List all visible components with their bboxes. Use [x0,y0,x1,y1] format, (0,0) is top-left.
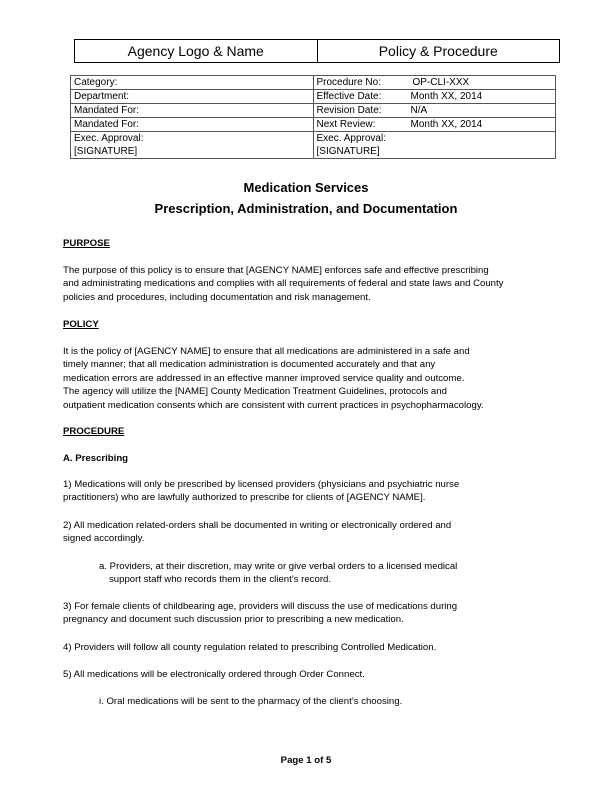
text-line: timely manner; that all medication administration is documented accurately and that any [63,359,436,371]
procedure-item-2 [63,519,553,546]
text-line: 3) For female clients of childbearing age, providers will discuss the use of medications during [63,601,458,612]
next-review-cell [313,118,556,132]
header-policy-procedure: Policy & Procedure [317,40,560,62]
mandated-for-cell [71,104,314,118]
department-cell [71,90,314,104]
purpose-heading: PURPOSE [63,238,110,249]
procedure-no-value: OP-CLI-XXX [412,77,470,88]
text-line: policies and procedures, including documentation and risk management. [63,291,371,303]
text-line: signed accordingly. [63,533,145,545]
text-line: The agency will utilize the [NAME] County Medication Treatment Guidelines, protocols and [63,386,447,398]
text-line: practitioners) who are lawfully authorized to prescribe for clients of [AGENCY NAME]. [63,492,426,504]
revision-date-value: N/A [410,105,428,116]
document-subtitle: Prescription, Administration, and Documentation [154,201,458,216]
table-row [71,90,556,104]
revision-date-label: Revision Date: [316,105,382,116]
category-cell [71,76,314,90]
prescribing-subheading: A. Prescribing [63,453,129,464]
text-line: outpatient medication consents which are consistent with current practices in psychopharmacology. [63,399,484,411]
purpose-paragraph [63,264,553,304]
procedure-item-3 [63,600,553,627]
mandated-for-label: Mandated For: [74,119,140,130]
policy-heading: POLICY [63,319,99,330]
mandated-for-cell [71,118,314,132]
metadata-table [70,75,556,159]
exec-approval-left-cell [71,132,314,159]
table-row [71,132,556,159]
policy-paragraph [63,345,553,412]
text-line: It is the policy of [AGENCY NAME] to ensure that all medications are administered in a safe and [63,346,470,357]
signature-placeholder: [SIGNATURE] [316,146,380,157]
procedure-item-5: 5) All medications will be electronically ordered through Order Connect. [63,669,365,680]
exec-approval-label: Exec. Approval: [74,133,144,144]
procedure-item-1 [63,478,553,505]
page-number: Page 1 of 5 [280,755,332,766]
effective-date-value: Month XX, 2014 [410,91,483,102]
exec-approval-label: Exec. Approval: [316,133,386,144]
table-row [71,104,556,118]
procedure-item-4: 4) Providers will follow all county regulation related to prescribing Controlled Medication. [63,642,437,653]
document-title: Medication Services [243,180,369,195]
procedure-item-5i: i. Oral medications will be sent to the pharmacy of the client’s choosing. [99,696,403,707]
header-table [74,39,560,63]
next-review-label: Next Review: [316,119,376,130]
text-line: and administrating medications and complies with all requirements of federal and state laws and County [63,278,504,290]
text-line: support staff who records them in the client’s record. [109,574,332,586]
procedure-no-label: Procedure No: [316,77,381,88]
effective-date-label: Effective Date: [316,91,382,102]
text-line: 1) Medications will only be prescribed by licensed providers (physicians and psychiatric nurse [63,479,460,490]
procedure-item-2a [99,560,519,587]
table-row [71,76,556,90]
procedure-heading: PROCEDURE [63,426,125,437]
revision-date-cell [313,104,556,118]
effective-date-cell [313,90,556,104]
table-row [71,118,556,132]
text-line: 2) All medication related-orders shall be documented in writing or electronically ordered and [63,520,452,531]
mandated-for-label: Mandated For: [74,105,140,116]
department-label: Department: [74,91,130,102]
text-line: a. Providers, at their discretion, may write or give verbal orders to a licensed medical [99,561,458,572]
header-agency-logo-name: Agency Logo & Name [127,43,264,59]
signature-placeholder: [SIGNATURE] [74,146,138,157]
procedure-no-cell [313,76,556,90]
exec-approval-right-cell [313,132,556,159]
category-label: Category: [74,77,118,88]
next-review-value: Month XX, 2014 [410,119,483,130]
text-line: The purpose of this policy is to ensure that [AGENCY NAME] enforces safe and effective prescribing [63,265,489,276]
text-line: medication errors are addressed in an effective manner improved service quality and outcome. [63,372,465,384]
text-line: pregnancy and document such discussion prior to prescribing a new medication. [63,614,404,626]
